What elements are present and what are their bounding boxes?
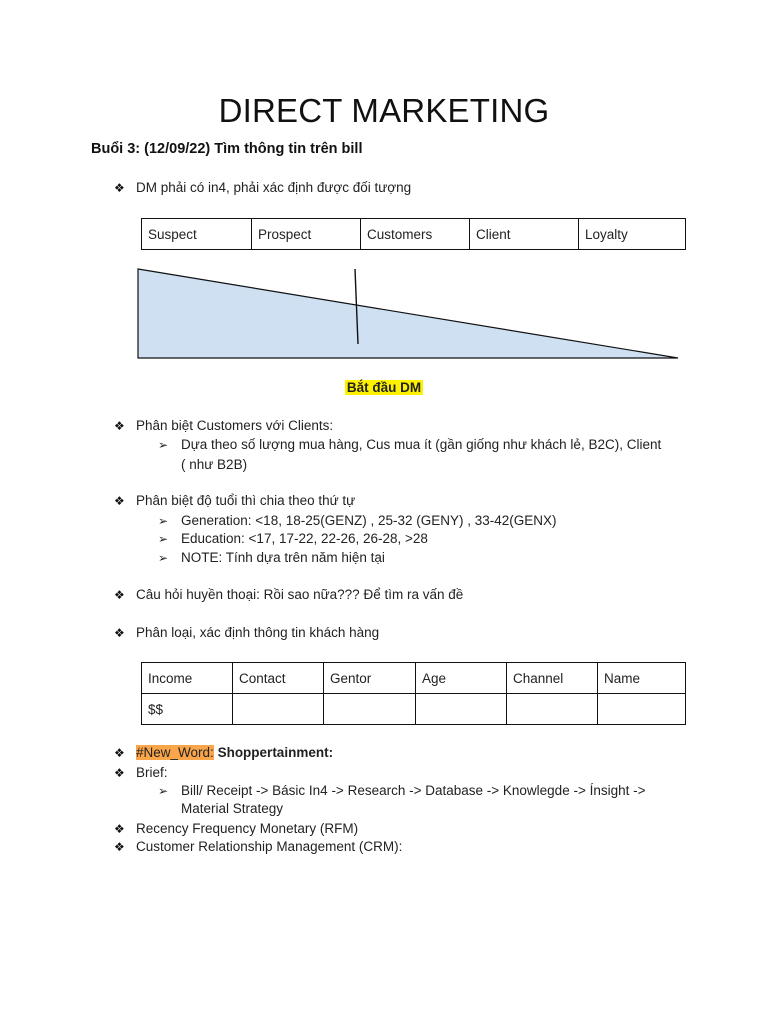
- sub-bullet-text: ( như B2B): [181, 457, 248, 472]
- sub-bullet-text: Bill/ Receipt -> Básic In4 -> Research -> Database -> Knowlegde -> Ínsight ->: [181, 783, 646, 798]
- dm-start-caption: Bắt đầu DM: [346, 380, 422, 395]
- table-header-cell: Name: [598, 663, 686, 694]
- bullet-text: Customer Relationship Management (CRM):: [136, 839, 403, 854]
- bullet-icon: ❖: [114, 746, 125, 760]
- bullet-icon: ❖: [114, 626, 125, 640]
- bullet-text: DM phải có in4, phải xác định được đối tượng: [136, 180, 412, 195]
- new-word-tag: #New_Word:: [136, 745, 214, 760]
- new-word-line: [136, 744, 333, 762]
- arrow-icon: ➢: [158, 438, 169, 452]
- table-header-cell: Channel: [507, 663, 598, 694]
- table-cell: [598, 694, 686, 725]
- arrow-icon: ➢: [158, 514, 169, 528]
- stage-cell: Prospect: [252, 219, 361, 250]
- table-header-cell: Gentor: [324, 663, 416, 694]
- arrow-icon: ➢: [158, 532, 169, 546]
- customer-info-table: [141, 662, 686, 725]
- bullet-icon: ❖: [114, 419, 125, 433]
- bullet-text: Phân biệt độ tuổi thì chia theo thứ tự: [136, 493, 356, 508]
- stages-table: [141, 218, 686, 250]
- table-header-cell: Contact: [233, 663, 324, 694]
- stage-cell: Loyalty: [579, 219, 686, 250]
- sub-bullet-text: Education: <17, 17-22, 22-26, 26-28, >28: [181, 531, 428, 546]
- bullet-icon: ❖: [114, 588, 125, 602]
- arrow-icon: ➢: [158, 784, 169, 798]
- sub-bullet-text: Generation: <18, 18-25(GENZ) , 25-32 (GENY) , 33-42(GENX): [181, 513, 557, 528]
- bullet-text: Câu hỏi huyền thoại: Rồi sao nữa??? Để tìm ra vấn đề: [136, 587, 464, 602]
- table-cell: $$: [142, 694, 233, 725]
- arrow-icon: ➢: [158, 551, 169, 565]
- document-title: DIRECT MARKETING: [218, 92, 550, 129]
- bullet-text: Phân biệt Customers với Clients:: [136, 418, 334, 433]
- sub-bullet-text: Material Strategy: [181, 801, 284, 816]
- bullet-icon: ❖: [114, 766, 125, 780]
- sub-bullet-text: Dựa theo số lượng mua hàng, Cus mua ít (gần giống như khách lẻ, B2C), Client: [181, 437, 662, 452]
- funnel-triangle: [138, 269, 678, 358]
- stage-cell: Suspect: [142, 219, 252, 250]
- table-cell: [324, 694, 416, 725]
- bullet-text: Recency Frequency Monetary (RFM): [136, 821, 359, 836]
- stage-cell: Customers: [361, 219, 470, 250]
- bullet-icon: ❖: [114, 494, 125, 508]
- stage-cell: Client: [470, 219, 579, 250]
- sub-bullet-text: NOTE: Tính dựa trên năm hiện tại: [181, 550, 385, 565]
- bullet-icon: ❖: [114, 822, 125, 836]
- table-header-cell: Age: [416, 663, 507, 694]
- bullet-icon: ❖: [114, 840, 125, 854]
- session-heading: Buổi 3: (12/09/22) Tìm thông tin trên bill: [91, 141, 363, 157]
- bullet-text: Phân loại, xác định thông tin khách hàng: [136, 625, 380, 640]
- bullet-text: Brief:: [136, 765, 168, 780]
- bullet-icon: ❖: [114, 181, 125, 195]
- table-cell: [233, 694, 324, 725]
- table-cell: [416, 694, 507, 725]
- table-header-cell: Income: [142, 663, 233, 694]
- funnel-diagram: [130, 262, 690, 367]
- table-cell: [507, 694, 598, 725]
- new-word: Shoppertainment:: [217, 745, 334, 760]
